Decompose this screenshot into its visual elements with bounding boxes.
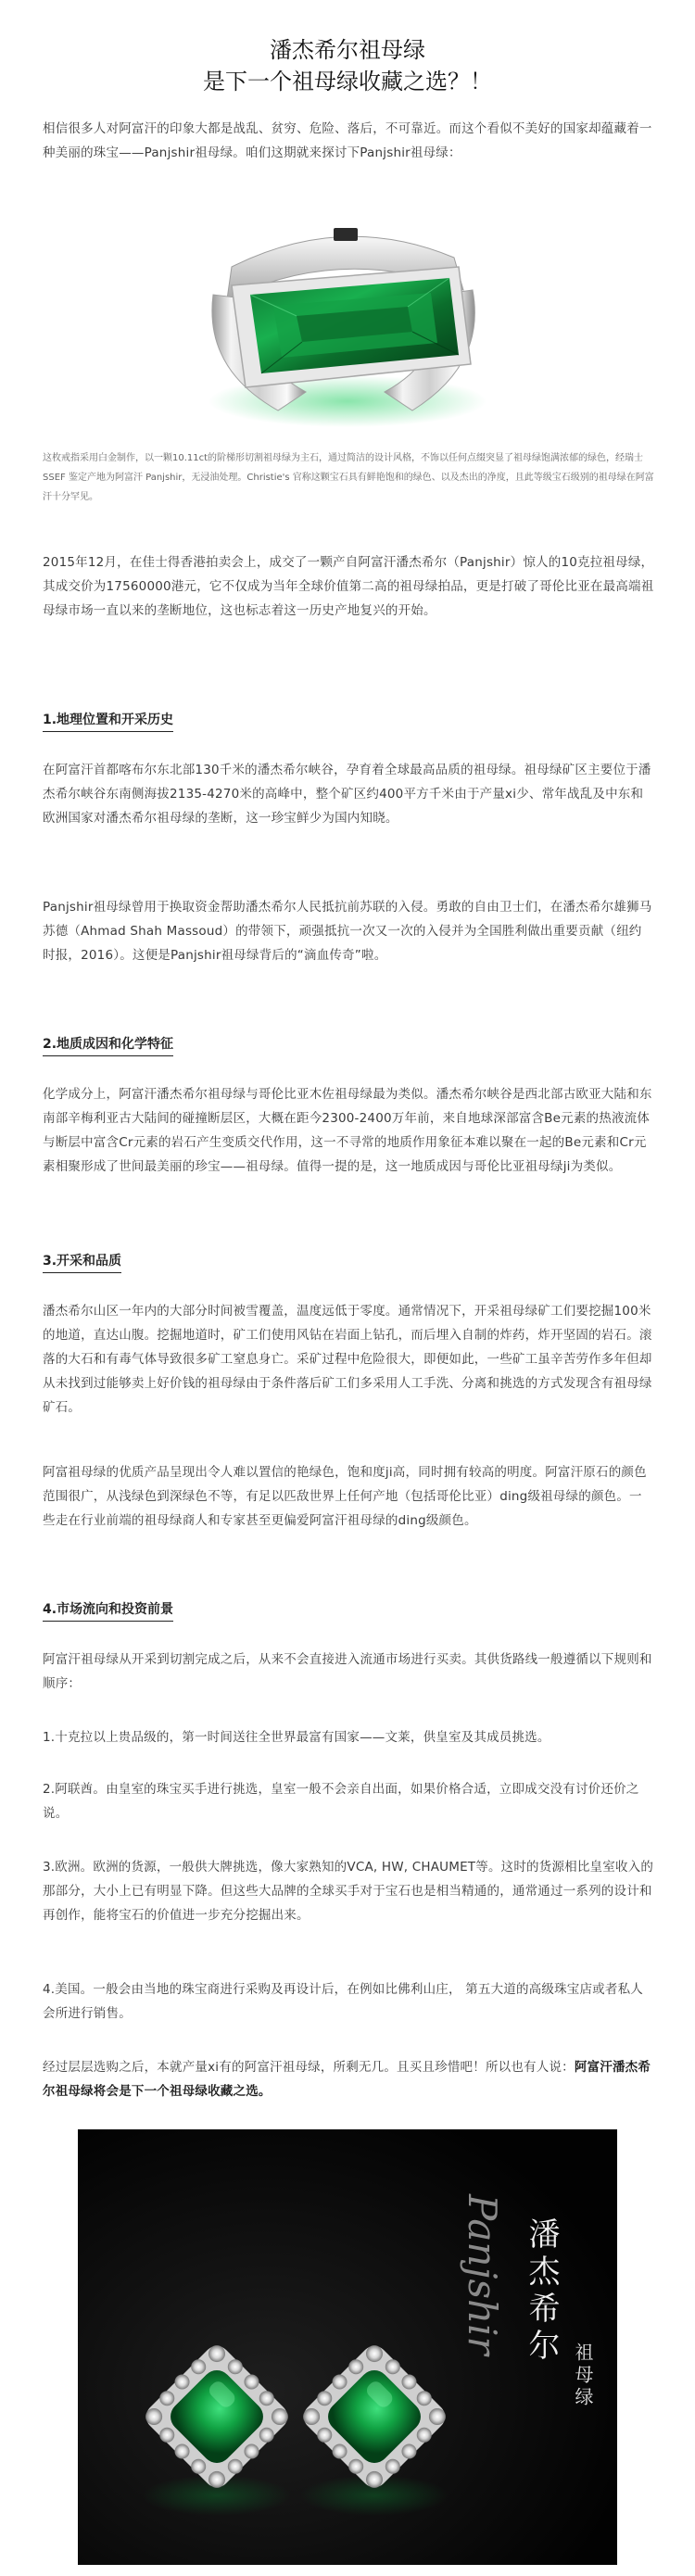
intro-paragraph: 相信很多人对阿富汗的印象大都是战乱、贫穷、危险、落后，不可靠近。而这个看似不美好的国家却蕴藏着一种美丽的珠宝——Panjshir祖母绿。咱们这期就来探讨下Panjshir祖母绿： bbox=[43, 121, 652, 160]
section4-item-1: 1.十克拉以上贵品级的，第一时间送往全世界最富有国家——文莱，供皇室及其成员挑选。 bbox=[43, 1730, 550, 1745]
section4-paragraph-1: 阿富汗祖母绿从开采到切割完成之后，从来不会直接进入流通市场进行买卖。其供货路线一般遵循以下规则和顺序： bbox=[43, 1652, 652, 1691]
section1-paragraph-2: Panjshir祖母绿曾用于换取资金帮助潘杰希尔人民抵抗前苏联的入侵。勇敢的自由卫士们，在潘杰希尔雄狮马苏德（Ahmad Shah Massoud）的带领下，顽强抵抗一次又一次的入侵并为全国胜利做出重要贡献（纽约时报，2016）。这便是Panjshir祖母绿背后的“滴血传奇”啦。 bbox=[43, 900, 652, 963]
section-heading-market: 4.市场流向和投资前景 bbox=[43, 1599, 173, 1622]
section4-item-2: 2.阿联酋。由皇室的珠宝买手进行挑选，皇室一般不会亲自出面，如果价格合适，立即成交没有讨价还价之说。 bbox=[43, 1782, 639, 1821]
closing-text: 经过层层选购之后，本就产量xi有的阿富汗祖母绿，所剩无几。且买且珍惜吧！所以也有人说： bbox=[43, 2060, 575, 2075]
ring-caption: 这枚戒指采用白金制作，以一颗10.11ct的阶梯形切割祖母绿为主石，通过简洁的设计风格，不饰以任何点缀突显了祖母绿饱满浓郁的绿色，经瑞士 SSEF 鉴定产地为阿富汗 Panjshir，无浸油处理。Christie's 官称这颗宝石具有鲜艳饱和的绿色、以及杰出的净度，且此等级宝石级别的祖母绿在阿富汗十分罕见。 bbox=[43, 453, 654, 502]
emerald-ring-image bbox=[176, 202, 510, 434]
page-title-line1: 潘杰希尔祖母绿 bbox=[270, 37, 425, 63]
section1-paragraph-1: 在阿富汗首都喀布尔东北部130千米的潘杰希尔峡谷，孕育着全球最高品质的祖母绿。祖母绿矿区主要位于潘杰希尔峡谷东南侧海拔2135-4270米的高峰中，整个矿区约400平方千米由于产量xi少、常年战乱及中东和欧洲国家对潘杰希尔祖母绿的垄断，这一珍宝鲜少为国内知晓。 bbox=[43, 763, 651, 826]
section2-paragraph-1: 化学成分上，阿富汗潘杰希尔祖母绿与哥伦比亚木佐祖母绿最为类似。潘杰希尔峡谷是西北部古欧亚大陆和东南部辛梅利亚古大陆间的碰撞断层区，大概在距今2300-2400万年前，来自地球深部富含Be元素的热液流体与断层中富含Cr元素的岩石产生变质交代作用，这一不寻常的地质作用象征本难以聚在一起的Be元素和Cr元素相聚形成了世间最美丽的珍宝——祖母绿。值得一提的是，这一地质成因与哥伦比亚祖母绿ji为类似。 bbox=[43, 1087, 652, 1174]
section4-item-4: 4.美国。一般会由当地的珠宝商进行采购及再设计后，在例如比佛利山庄， 第五大道的高级珠宝店或者私人会所进行销售。 bbox=[43, 1982, 643, 2021]
section3-paragraph-1: 潘杰希尔山区一年内的大部分时间被雪覆盖，温度远低于零度。通常情况下，开采祖母绿矿工们要挖掘100米的地道，直达山腹。挖掘地道时，矿工们使用风钻在岩面上钻孔，而后埋入自制的炸药，炸开坚固的岩石。滚落的大石和有毒气体导致很多矿工窒息身亡。采矿过程中危险很大，即便如此，一些矿工虽辛苦劳作多年但却从未找到过能够卖上好价钱的祖母绿由于条件落后矿工们多采用人工手洗、分离和挑选的方式发现含有祖母绿矿石。 bbox=[43, 1304, 652, 1415]
section-heading-mining: 3.开采和品质 bbox=[43, 1251, 121, 1273]
section-heading-location: 1.地理位置和开采历史 bbox=[43, 710, 173, 732]
poster-big-text: 潘杰希尔 bbox=[523, 2217, 560, 2366]
poster-script-text: Panjshir bbox=[460, 2194, 505, 2355]
closing-bold-text: 阿富汗潘杰希尔祖母绿将会是下一个祖母绿收藏之选。 bbox=[43, 2060, 651, 2099]
earring-poster-image bbox=[78, 2129, 617, 2565]
poster-small-text: 祖母绿 bbox=[572, 2342, 594, 2409]
section-heading-geology: 2.地质成因和化学特征 bbox=[43, 1034, 173, 1056]
section4-item-3: 3.欧洲。欧洲的货源，一般供大牌挑选，像大家熟知的VCA, HW, CHAUMET等。这时的货源相比皇室收入的那部分，大小上已有明显下降。但这些大品牌的全球买手对于宝石也是相当精通的，通常通过一系列的设计和再创作，能将宝石的价值进一步充分挖掘出来。 bbox=[43, 1860, 654, 1923]
section3-paragraph-2: 阿富祖母绿的优质产品呈现出令人难以置信的艳绿色，饱和度ji高，同时拥有较高的明度。阿富汗原石的颜色范围很广，从浅绿色到深绿色不等，有足以匹敌世界上任何产地（包括哥伦比亚）ding级祖母绿的颜色。一些走在行业前端的祖母绿商人和专家甚至更偏爱阿富汗祖母绿的ding级颜色。 bbox=[43, 1465, 647, 1528]
page-title-line2: 是下一个祖母绿收藏之选？！ bbox=[203, 69, 492, 95]
closing-paragraph bbox=[43, 2055, 654, 2103]
auction-paragraph: 2015年12月，在佳士得香港拍卖会上，成交了一颗产自阿富汗潘杰希尔（Panjshir）惊人的10克拉祖母绿，其成交价为17560000港元，它不仅成为当年全球价值第二高的祖母绿拍品，更是打破了哥伦比亚在最高端祖母绿市场一直以来的垄断地位，这也标志着这一历史产地复兴的开始。 bbox=[43, 555, 654, 618]
